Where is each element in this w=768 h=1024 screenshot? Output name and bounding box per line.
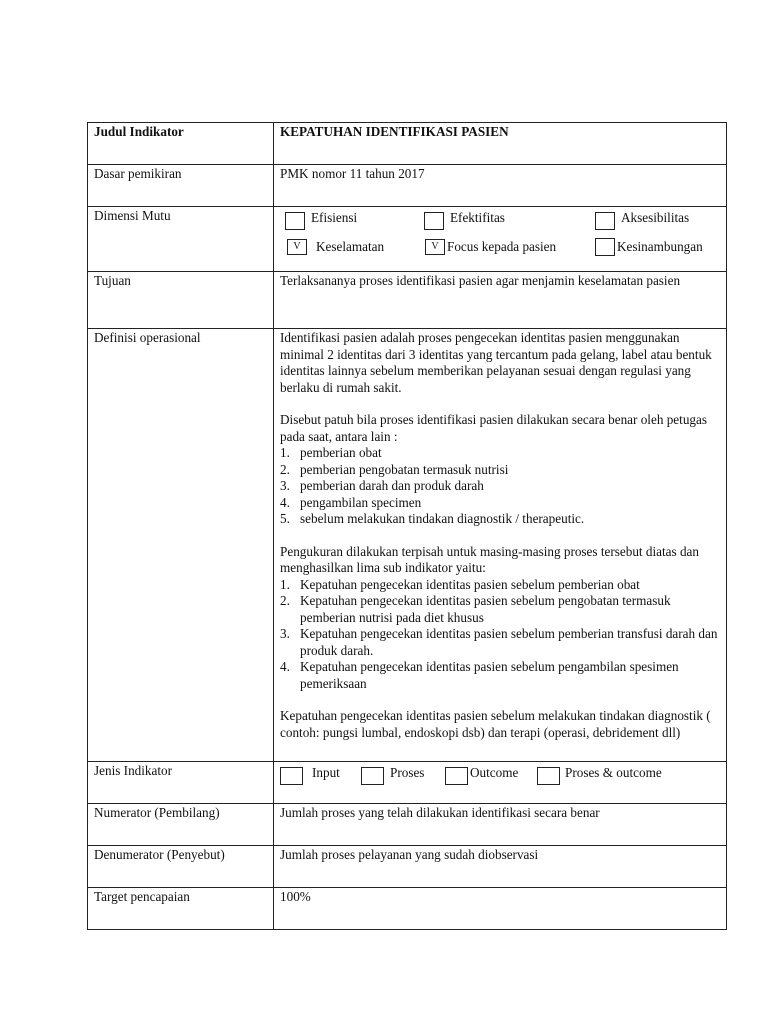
definisi-operasional-content	[274, 329, 727, 762]
option-label: Input	[312, 765, 340, 780]
checkbox-efisiensi[interactable]	[285, 212, 305, 230]
value-target-pencapaian: 100%	[274, 888, 727, 930]
label-judul-indikator: Judul Indikator	[88, 123, 274, 165]
value-numerator: Jumlah proses yang telah dilakukan identifikasi secara benar	[274, 804, 727, 846]
option-label: Proses & outcome	[565, 765, 662, 780]
list-item: 2. Kepatuhan pengecekan identitas pasien sebelum pengobatan termasuk pemberian nutrisi pada diet khusus	[280, 593, 671, 625]
option-input[interactable]	[280, 765, 340, 785]
option-keselamatan[interactable]	[287, 239, 384, 256]
checkbox-proses-outcome[interactable]	[537, 767, 560, 785]
jenis-indikator-options	[274, 762, 727, 804]
list-item: 5. sebelum melakukan tindakan diagnostik / therapeutic.	[280, 511, 585, 526]
label-target-pencapaian: Target pencapaian	[88, 888, 274, 930]
definisi-paragraph: Kepatuhan pengecekan identitas pasien sebelum melakukan tindakan diagnostik ( contoh: pungsi lumbal, endoskopi dsb) dan terapi (operasi, debridement dll)	[280, 708, 711, 740]
row-jenis-indikator	[88, 762, 727, 804]
option-label: Outcome	[470, 765, 519, 780]
option-proses-outcome[interactable]	[537, 765, 662, 785]
row-judul-indikator	[88, 123, 727, 165]
checkbox-outcome[interactable]	[445, 767, 468, 785]
option-label: Aksesibilitas	[621, 210, 690, 225]
list-item: 2. pemberian pengobatan termasuk nutrisi	[280, 461, 509, 477]
option-label: Kesinambungan	[617, 239, 703, 254]
label-definisi-operasional: Definisi operasional	[88, 329, 274, 762]
row-dimensi-mutu	[88, 207, 727, 272]
row-target-pencapaian	[88, 888, 727, 930]
option-label: Focus kepada pasien	[447, 239, 557, 254]
checkbox-efektifitas[interactable]	[424, 212, 444, 230]
list-item: 3. Kepatuhan pengecekan identitas pasien sebelum pemberian transfusi darah dan produk darah.	[280, 626, 718, 658]
definisi-paragraph: Pengukuran dilakukan terpisah untuk masing-masing proses tersebut diatas dan menghasilkan lima sub indikator yaitu:	[280, 543, 699, 575]
patuh-list	[280, 445, 720, 528]
label-jenis-indikator: Jenis Indikator	[88, 762, 274, 804]
definisi-paragraph: Disebut patuh bila proses identifikasi pasien dilakukan secara benar oleh petugas pada saat, antara lain :	[280, 412, 707, 444]
option-focus-kepada-pasien[interactable]	[425, 239, 556, 256]
option-outcome[interactable]	[445, 765, 518, 785]
row-definisi-operasional	[88, 329, 727, 762]
option-label: Efisiensi	[311, 210, 358, 225]
option-label: Efektifitas	[450, 210, 505, 225]
label-denumerator: Denumerator (Penyebut)	[88, 846, 274, 888]
value-tujuan: Terlaksananya proses identifikasi pasien agar menjamin keselamatan pasien	[274, 272, 727, 329]
checkbox-input[interactable]	[280, 767, 303, 785]
option-label: Keselamatan	[316, 239, 385, 254]
definisi-paragraph: Identifikasi pasien adalah proses pengecekan identitas pasien menggunakan minimal 2 identitas dari 3 identitas yang tercantum pada gelang, label atau bentuk identitas lainnya sebelum memberikan pelayanan sesuai dengan regulasi yang berlaku di rumah sakit.	[280, 330, 712, 395]
list-item: 1. Kepatuhan pengecekan identitas pasien sebelum pemberian obat	[280, 576, 640, 592]
sub-indikator-list	[280, 577, 720, 693]
dimensi-mutu-options	[274, 207, 727, 272]
list-item: 4. Kepatuhan pengecekan identitas pasien sebelum pengambilan spesimen pemeriksaan	[280, 659, 679, 691]
option-kesinambungan[interactable]	[595, 239, 703, 256]
option-label: Proses	[390, 765, 425, 780]
label-dasar-pemikiran: Dasar pemikiran	[88, 165, 274, 207]
list-item: 3. pemberian darah dan produk darah	[280, 478, 484, 493]
label-numerator: Numerator (Pembilang)	[88, 804, 274, 846]
list-item: 4. pengambilan specimen	[280, 494, 422, 510]
option-aksesibilitas[interactable]	[595, 210, 689, 230]
value-judul-indikator: KEPATUHAN IDENTIFIKASI PASIEN	[274, 123, 727, 165]
checkbox-keselamatan[interactable]: V	[287, 239, 307, 255]
row-numerator	[88, 804, 727, 846]
value-dasar-pemikiran: PMK nomor 11 tahun 2017	[274, 165, 727, 207]
row-tujuan	[88, 272, 727, 329]
checkbox-focus-kepada-pasien[interactable]: V	[425, 239, 445, 255]
row-dasar-pemikiran	[88, 165, 727, 207]
checkbox-proses[interactable]	[361, 767, 384, 785]
value-denumerator: Jumlah proses pelayanan yang sudah diobservasi	[274, 846, 727, 888]
label-tujuan: Tujuan	[88, 272, 274, 329]
row-denumerator	[88, 846, 727, 888]
option-efektifitas[interactable]	[424, 210, 505, 230]
checkbox-kesinambungan[interactable]	[595, 238, 615, 256]
option-proses[interactable]	[361, 765, 424, 785]
label-dimensi-mutu: Dimensi Mutu	[88, 207, 274, 272]
list-item: 1. pemberian obat	[280, 445, 382, 460]
checkbox-aksesibilitas[interactable]	[595, 212, 615, 230]
indicator-table	[87, 122, 727, 930]
option-efisiensi[interactable]	[285, 210, 357, 230]
